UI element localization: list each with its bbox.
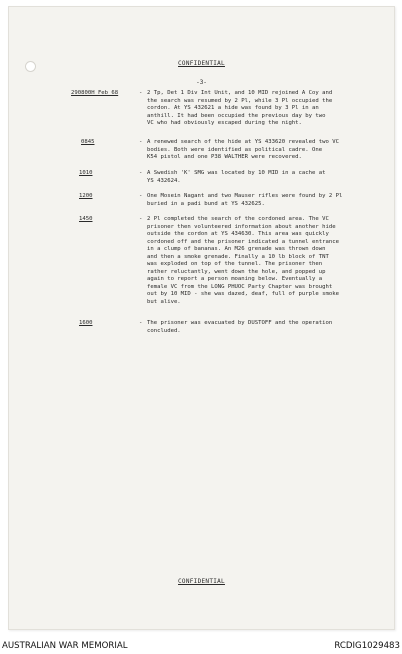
document-page [8,6,395,630]
entry-text: 2 Tp, Det 1 Div Int Unit, and 10 MID rejoined A Coy and the search was resumed by 2 Pl, while 3 Pl occupied the cordon. At YS 432621 a hide was found by 3 Pl in an anthill. It had been occupied the previous day by two VC who had obviously escaped during the night. [147,90,333,126]
footer-classification: CONFIDENTIAL [178,578,225,585]
entry-text: A renewed search of the hide at YS 433620 revealed two VC bodies. Both were identified as political cadre. One K54 pistol and one P38 WALTHER were recovered. [147,139,339,160]
header-classification: CONFIDENTIAL [178,60,225,67]
entry-dash: - [139,193,143,199]
reference-id: RCDIG1029483 [334,641,400,651]
entry-time: 0845 [81,139,95,145]
entry-dash: - [139,216,143,222]
entry-dash: - [139,90,143,96]
entry-text: One Mosein Nagant and two Mauser rifles were found by 2 Pl buried in a padi bund at YS 432625. [147,193,343,207]
entry-dash: - [139,139,143,145]
entry-dash: - [139,170,143,176]
page-number: -3- [196,79,207,86]
entry-time: 1450 [79,216,93,222]
entry-text: A Swedish 'K' SMG was located by 10 MID in a cache at YS 432624. [147,170,326,184]
entry-time: 1010 [79,170,93,176]
entry-time: 1200 [79,193,93,199]
archive-footer [0,638,402,654]
entry-time: 290800H Feb 68 [71,90,119,96]
institution-label: AUSTRALIAN WAR MEMORIAL [2,641,128,651]
entry-dash: - [139,320,143,326]
entry-text: 2 Pl completed the search of the cordoned area. The VC prisoner then volunteered information about another hide outside the cordon at YS 434630. This area was quickly cordoned off and the prisoner indicated a tunnel entrance in a clump of bananas. An M26 grenade was thrown down and then a smoke grenade. Finally a 10 lb block of TNT was exploded on top of the tunnel. The prisoner then rather reluctantly, went down the hole, and popped up again to report a person moaning below. Eventually a female VC from the LONG PHUOC Party Chapter was brought out by 10 MID - she was dazed, deaf, full of purple smoke but alive. [147,216,339,305]
entry-text: The prisoner was evacuated by DUSTOFF and the operation concluded. [147,320,333,334]
entry-time: 1600 [79,320,93,326]
